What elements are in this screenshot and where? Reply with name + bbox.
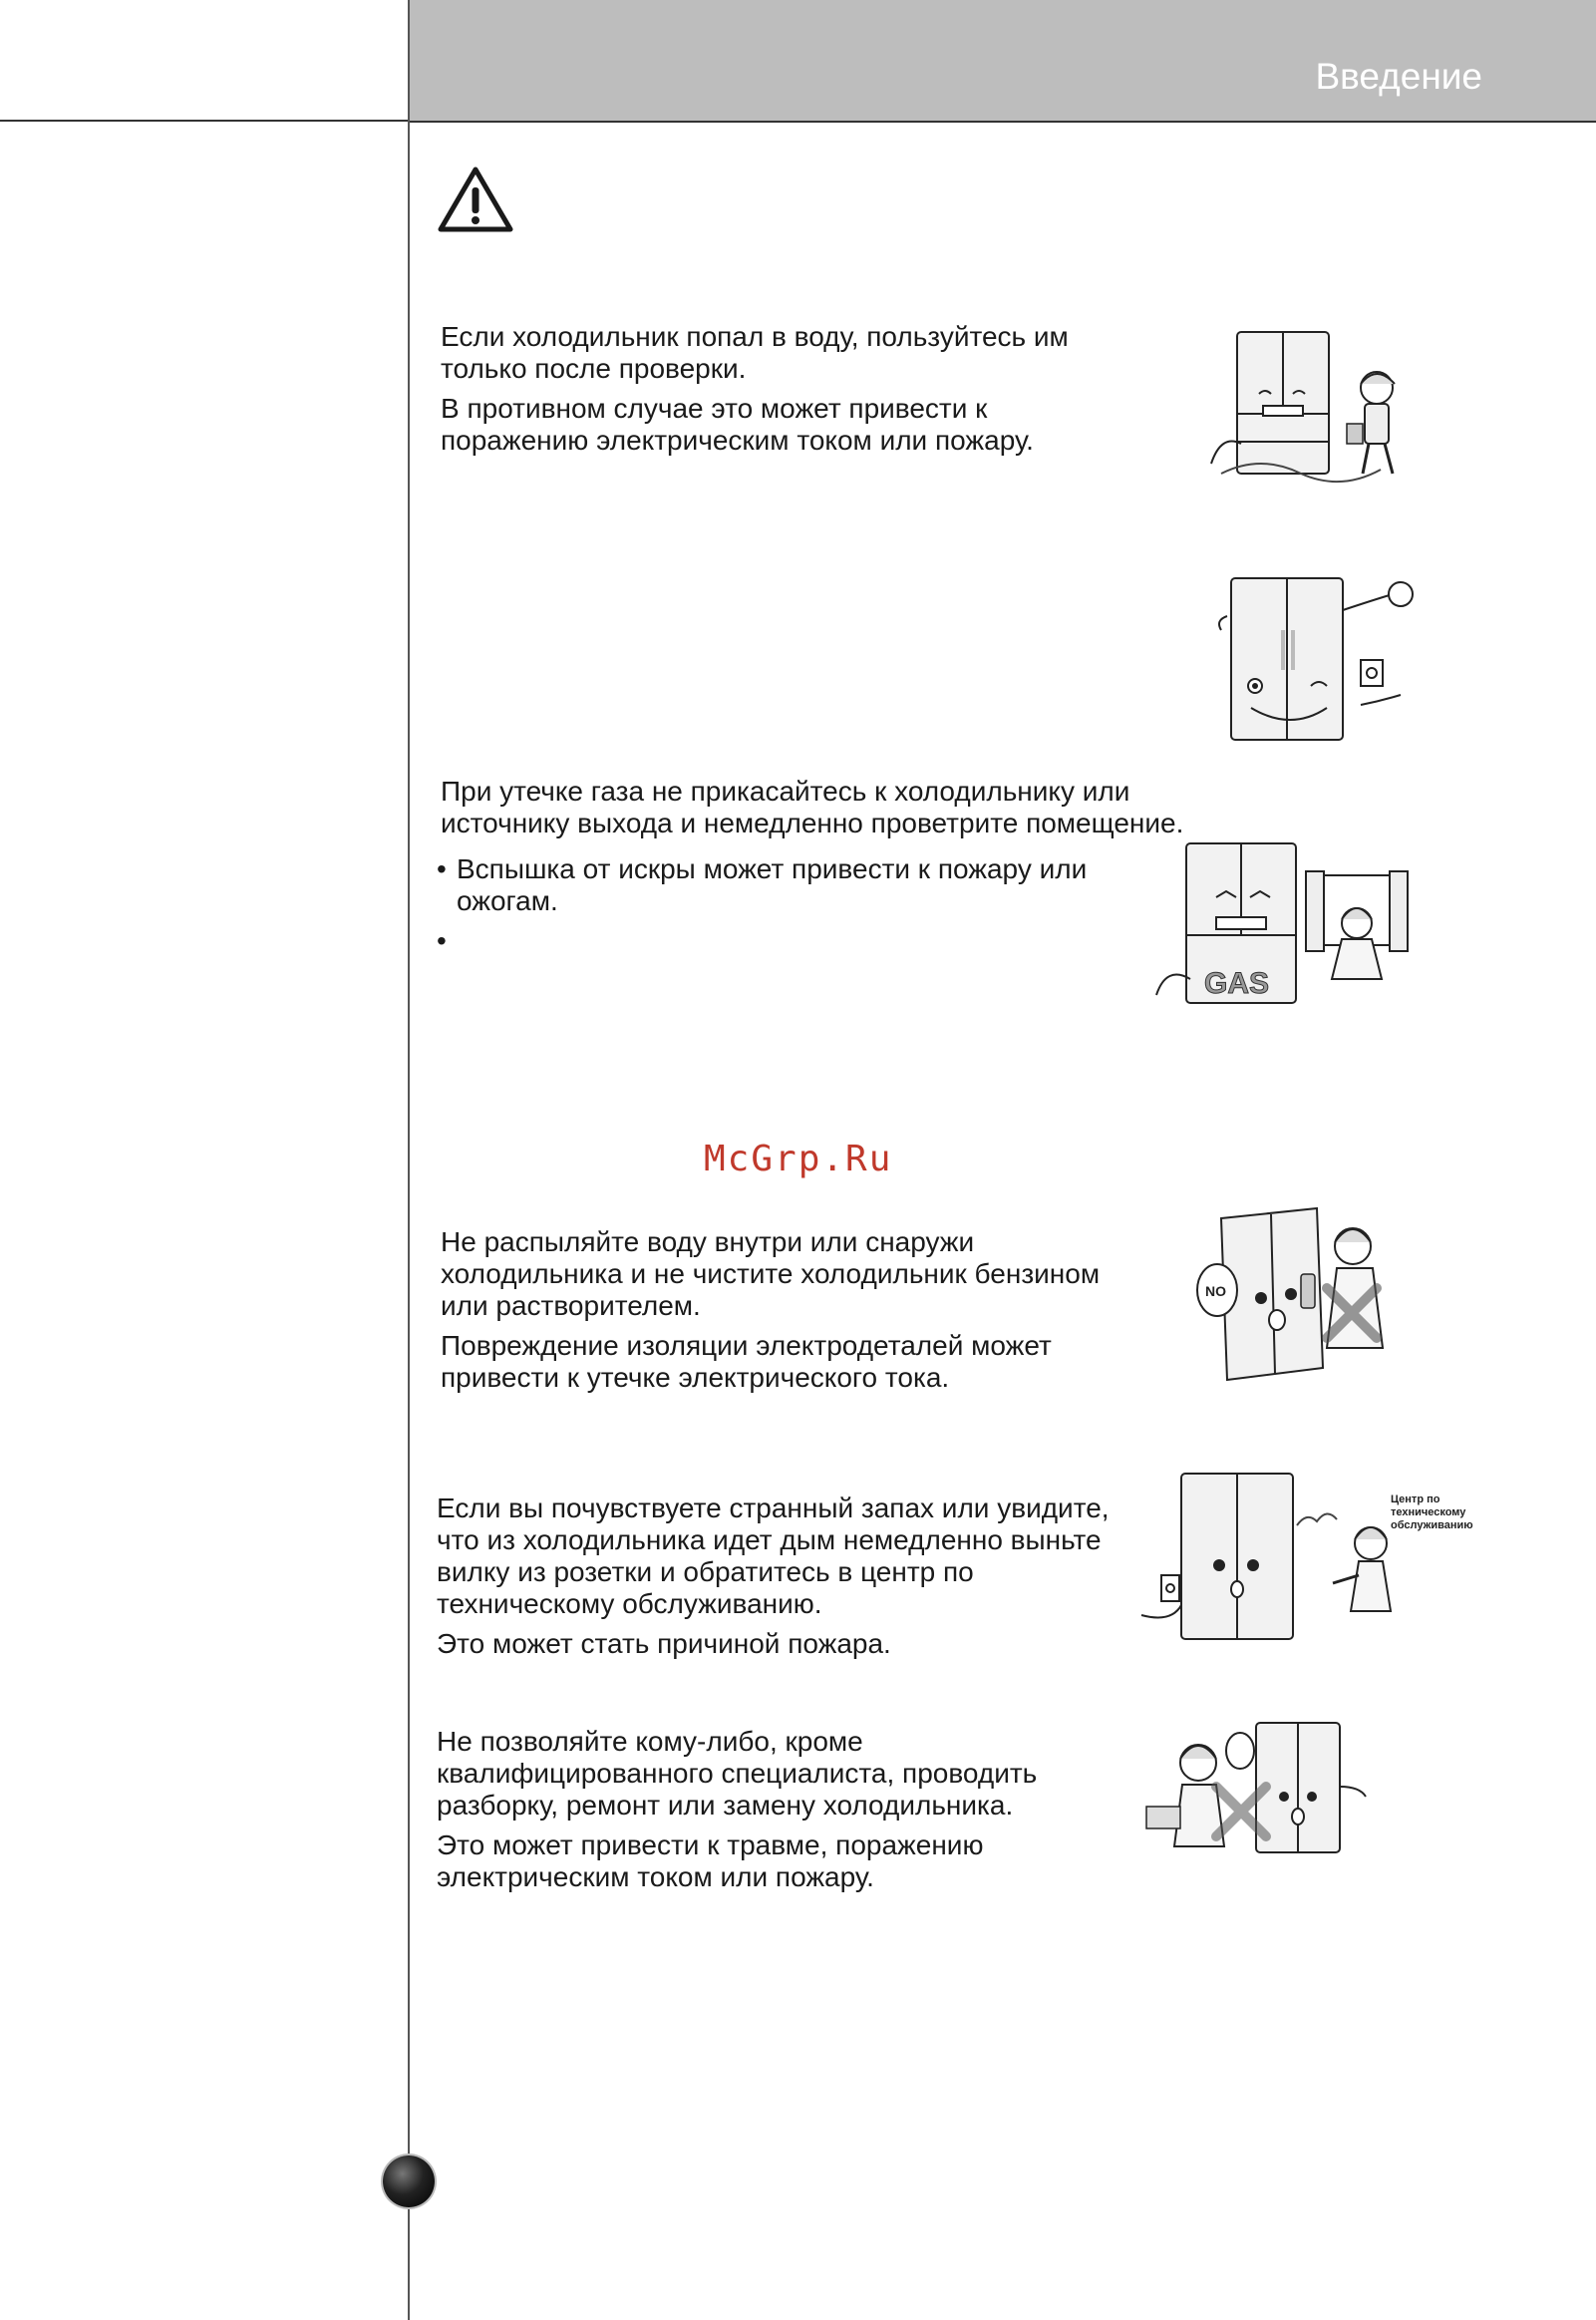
page-margin-line <box>408 0 410 2320</box>
no-repair-illustration <box>1136 1717 1376 1866</box>
section-text: Не позволяйте кому-либо, кроме квалифицированного специалиста, проводить разборку, ремонт или замену холодильника. <box>437 1726 1038 1821</box>
header-bar <box>409 0 1596 123</box>
page-marker <box>383 2155 435 2207</box>
warning-section-gas <box>441 776 1258 839</box>
no-spray-illustration <box>1191 1198 1406 1388</box>
no-label: NO <box>1205 1283 1226 1299</box>
page-title: Введение <box>1315 56 1482 97</box>
warning-section-repair <box>437 1726 1154 1893</box>
service-center-label: Центр по техническому обслуживанию <box>1391 1493 1473 1531</box>
gas-leak-illustration <box>1146 835 1440 1015</box>
bullet-dot: • <box>437 925 447 956</box>
warning-section-spray <box>441 1226 1178 1394</box>
warning-section-smoke <box>437 1492 1194 1660</box>
section-text: Если вы почувствуете странный запах или увидите, что из холодильника идет дым немедленно выньте вилку из розетки и обратитесь в центр по техническому обслуживанию. <box>437 1492 1110 1619</box>
warning-icon <box>437 166 514 233</box>
flooded-fridge-illustration <box>1201 324 1421 494</box>
section-note: Это может привести к травме, поражению электрическим током или пожару. <box>437 1829 984 1892</box>
header-divider <box>0 120 409 122</box>
section-note: В противном случае это может привести к поражению электрическим током или пожару. <box>441 393 1034 456</box>
section-note: Повреждение изоляции электродеталей может привести к утечке электрического тока. <box>441 1330 1052 1393</box>
section-text: При утечке газа не прикасайтесь к холодильнику или источнику выхода и немедленно проветрите помещение. <box>441 776 1184 838</box>
bullet-dot: • <box>437 853 447 884</box>
watermark: McGrp.Ru <box>704 1139 893 1179</box>
section-note: Это может стать причиной пожара. <box>437 1628 891 1659</box>
gas-label: GAS <box>1204 967 1270 1000</box>
unplug-fridge-illustration <box>1211 570 1431 750</box>
smoke-fridge-illustration <box>1121 1466 1411 1645</box>
warning-section-water <box>441 321 1158 457</box>
section-text: Не распыляйте воду внутри или снаружи холодильника и не чистите холодильник бензином или растворителем. <box>441 1226 1101 1321</box>
section-text: Если холодильник попал в воду, пользуйтесь им только после проверки. <box>441 321 1069 384</box>
